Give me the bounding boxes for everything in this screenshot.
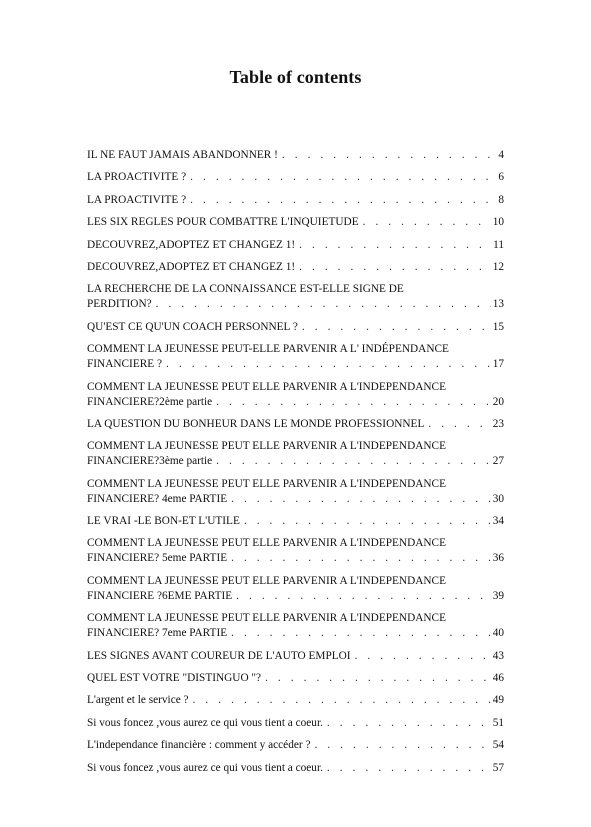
toc-entry-title-line: COMMENT LA JEUNESSE PEUT ELLE PARVENIR A L'INDEPENDANCE xyxy=(87,612,446,625)
toc-entry-title: FINANCIERE?2ème partie xyxy=(87,395,213,408)
toc-entry-title-line: LA RECHERCHE DE LA CONNAISSANCE EST-ELLE SIGNE DE xyxy=(87,283,404,296)
toc-entry-line xyxy=(87,626,504,641)
toc-entry[interactable] xyxy=(87,477,504,507)
toc-page-number: 36 xyxy=(492,552,504,565)
toc-entry-title: Si vous foncez ,vous aurez ce qui vous tient a coeur. xyxy=(87,761,323,774)
page-title: Table of contents xyxy=(229,67,362,87)
toc-page-number: 30 xyxy=(492,492,504,505)
toc-entry[interactable] xyxy=(87,260,504,275)
dot-leader xyxy=(299,260,491,275)
toc-page-number: 40 xyxy=(492,627,504,640)
dot-leader xyxy=(231,551,491,566)
dot-leader xyxy=(216,395,491,410)
toc-entry[interactable] xyxy=(87,282,504,312)
toc-entry-line xyxy=(87,260,504,275)
toc-entry-line xyxy=(87,215,504,230)
toc-page-number: 11 xyxy=(493,238,504,251)
dot-leader xyxy=(302,320,491,335)
dot-leader xyxy=(327,716,491,731)
toc-entry-title-line: COMMENT LA JEUNESSE PEUT ELLE PARVENIR A L'INDEPENDANCE xyxy=(87,440,446,453)
toc-entry-title-line: COMMENT LA JEUNESSE PEUT ELLE PARVENIR A L'INDEPENDANCE xyxy=(87,477,446,490)
toc-entry-title: FINANCIERE?3ème partie xyxy=(87,455,213,468)
toc-entry-title-line: COMMENT LA JEUNESSE PEUT ELLE PARVENIR A L'INDEPENDANCE xyxy=(87,574,446,587)
toc-entry-title: FINANCIERE? 4eme PARTIE xyxy=(87,492,228,505)
dot-leader xyxy=(282,148,496,163)
toc-entry[interactable] xyxy=(87,761,504,776)
toc-entry-line xyxy=(87,551,504,566)
toc-entry[interactable] xyxy=(87,514,504,529)
toc-entry-title: DECOUVREZ,ADOPTEZ ET CHANGEZ 1! xyxy=(87,260,296,273)
toc-entry[interactable] xyxy=(87,693,504,708)
toc-entry-title-line: COMMENT LA JEUNESSE PEUT ELLE PARVENIR A L'INDEPENDANCE xyxy=(87,537,446,550)
toc-page-number: 23 xyxy=(492,417,504,430)
toc-page-number: 20 xyxy=(492,395,504,408)
toc-entry-line xyxy=(87,693,504,708)
toc-entry[interactable] xyxy=(87,649,504,664)
toc-entry-title: QU'EST CE QU'UN COACH PERSONNEL ? xyxy=(87,320,298,333)
toc-entry[interactable] xyxy=(87,611,504,641)
toc-entry-line xyxy=(87,297,504,312)
toc-page-number: 49 xyxy=(492,694,504,707)
toc-entry-line xyxy=(87,454,504,469)
toc-entry[interactable] xyxy=(87,574,504,604)
dot-leader xyxy=(265,671,491,686)
toc-page-number: 6 xyxy=(498,171,504,184)
toc-entry-line xyxy=(87,514,504,529)
dot-leader xyxy=(299,238,491,253)
dot-leader xyxy=(236,589,491,604)
toc-entry[interactable] xyxy=(87,380,504,410)
dot-leader xyxy=(244,514,491,529)
toc-entry-title: IL NE FAUT JAMAIS ABANDONNER ! xyxy=(87,149,278,161)
toc-entry-line xyxy=(87,193,504,208)
toc-entry-line xyxy=(87,357,504,372)
toc-entry-title: FINANCIERE ? xyxy=(87,358,162,371)
toc-entry-title: L'argent et le service ? xyxy=(87,694,189,707)
toc-entry-title: FINANCIERE ?6EME PARTIE xyxy=(87,589,233,602)
toc-entry[interactable] xyxy=(87,215,504,230)
toc-entry-line xyxy=(87,761,504,776)
toc-entry-title: QUEL EST VOTRE "DISTINGUO "? xyxy=(87,672,262,685)
toc-entry-title: LES SIGNES AVANT COUREUR DE L'AUTO EMPLOI xyxy=(87,649,351,662)
toc-entry-line xyxy=(87,649,504,664)
toc-entry-line xyxy=(87,716,504,731)
dot-leader xyxy=(428,417,490,432)
toc-entry-title: LE VRAI -LE BON-ET L'UTILE xyxy=(87,515,240,528)
toc-page-number: 57 xyxy=(492,761,504,774)
toc-page-number: 4 xyxy=(498,149,504,161)
toc-page-number: 15 xyxy=(492,320,504,333)
toc-entry-line xyxy=(87,170,504,185)
toc-page-number: 34 xyxy=(492,515,504,528)
toc-entry-line xyxy=(87,738,504,753)
toc-entry-title-line: COMMENT LA JEUNESSE PEUT ELLE PARVENIR A L'INDEPENDANCE xyxy=(87,380,446,393)
toc-page-number: 51 xyxy=(492,716,504,729)
dot-leader xyxy=(231,626,491,641)
toc-page-number: 43 xyxy=(492,649,504,662)
toc-page-number: 39 xyxy=(492,589,504,602)
toc-entry-line xyxy=(87,148,504,163)
dot-leader xyxy=(216,454,491,469)
toc-entry[interactable] xyxy=(87,716,504,731)
toc-entry-line xyxy=(87,238,504,253)
toc-entry[interactable] xyxy=(87,738,504,753)
toc-entry-line xyxy=(87,589,504,604)
toc-entry-title: LA QUESTION DU BONHEUR DANS LE MONDE PROFESSIONNEL xyxy=(87,417,425,430)
toc-entry-line xyxy=(87,395,504,410)
toc-entry-title: L'independance financière : comment y accéder ? xyxy=(87,739,311,752)
toc-entry-title-line: COMMENT LA JEUNESSE PEUT-ELLE PARVENIR A L' INDÉPENDANCE xyxy=(87,343,449,356)
dot-leader xyxy=(231,492,491,507)
dot-leader xyxy=(363,215,491,230)
toc-entry[interactable] xyxy=(87,536,504,566)
toc-entry-line xyxy=(87,671,504,686)
dot-leader xyxy=(327,761,491,776)
toc-entry[interactable] xyxy=(87,170,504,185)
toc-entry-line xyxy=(87,320,504,335)
toc-entry-title: LA PROACTIVITE ? xyxy=(87,193,187,206)
dot-leader xyxy=(355,649,491,664)
toc-entry[interactable] xyxy=(87,193,504,208)
toc-entry-title: LA PROACTIVITE ? xyxy=(87,171,187,184)
toc-page-number: 46 xyxy=(492,672,504,685)
toc-page-number: 17 xyxy=(492,358,504,371)
toc-page-number: 13 xyxy=(492,298,504,311)
toc-entry-title: FINANCIERE? 5eme PARTIE xyxy=(87,552,228,565)
toc-page-number: 54 xyxy=(492,739,504,752)
dot-leader xyxy=(193,693,491,708)
dot-leader xyxy=(190,170,496,185)
dot-leader xyxy=(166,357,491,372)
toc-entry[interactable] xyxy=(87,417,504,432)
toc-entry-title: FINANCIERE? 7eme PARTIE xyxy=(87,627,228,640)
toc-entry-title: LES SIX REGLES POUR COMBATTRE L'INQUIETUDE xyxy=(87,216,359,229)
toc-entry[interactable] xyxy=(87,320,504,335)
toc-page-number: 27 xyxy=(492,455,504,468)
dot-leader xyxy=(314,738,490,753)
toc-entry-title: PERDITION? xyxy=(87,298,152,311)
toc-entry[interactable] xyxy=(87,671,504,686)
toc-list xyxy=(87,148,504,783)
toc-entry[interactable] xyxy=(87,238,504,253)
toc-entry[interactable] xyxy=(87,148,504,163)
toc-entry-title: Si vous foncez ,vous aurez ce qui vous tient a coeur. xyxy=(87,716,323,729)
toc-entry[interactable] xyxy=(87,342,504,372)
toc-page-number: 8 xyxy=(498,193,504,206)
toc-entry-title: DECOUVREZ,ADOPTEZ ET CHANGEZ 1! xyxy=(87,238,296,251)
toc-entry[interactable] xyxy=(87,439,504,469)
dot-leader xyxy=(156,297,491,312)
toc-page-number: 12 xyxy=(492,260,504,273)
dot-leader xyxy=(190,193,496,208)
toc-page-number: 10 xyxy=(492,216,504,229)
toc-entry-line xyxy=(87,417,504,432)
toc-entry-line xyxy=(87,492,504,507)
